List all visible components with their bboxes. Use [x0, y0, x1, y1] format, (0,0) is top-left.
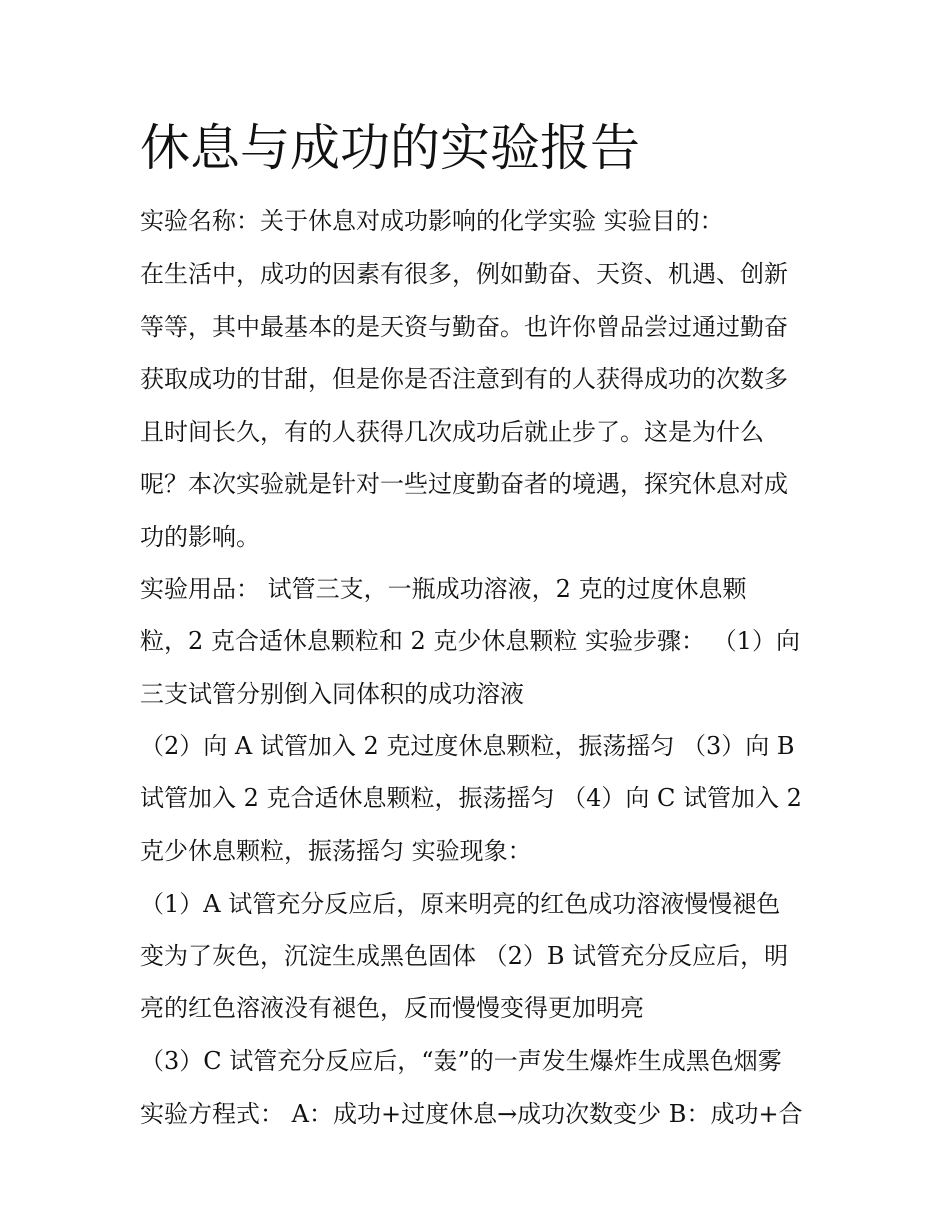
text-line-purpose-1: 在生活中，成功的因素有很多，例如勤奋、天资、机遇、创新: [140, 260, 788, 288]
document-title: 休息与成功的实验报告: [140, 119, 640, 177]
text-line-experiment-name: 实验名称：关于休息对成功影响的化学实验 实验目的：: [140, 207, 724, 235]
text-line-equation: 实验方程式： A：成功+过度休息→成功次数变少 B：成功+合: [140, 1100, 803, 1128]
text-line-purpose-5: 呢？本次实验就是针对一些过度勤奋者的境遇，探究休息对成: [140, 470, 788, 498]
text-line-phenomenon-3: 亮的红色溶液没有褪色，反而慢慢变得更加明亮: [140, 994, 644, 1022]
text-line-purpose-4: 且时间长久，有的人获得几次成功后就止步了。这是为什么: [140, 418, 764, 446]
text-line-step-4: 克少休息颗粒，振荡摇匀 实验现象：: [140, 837, 532, 865]
text-line-phenomenon-1: （1）A 试管充分反应后，原来明亮的红色成功溶液慢慢褪色: [140, 890, 781, 918]
text-line-purpose-6: 功的影响。: [140, 523, 260, 551]
text-line-materials-1: 实验用品： 试管三支，一瓶成功溶液，2 克的过度休息颗: [140, 575, 747, 603]
text-line-step-2: （2）向 A 试管加入 2 克过度休息颗粒，振荡摇匀 （3）向 B: [140, 732, 795, 760]
text-line-materials-2: 粒，2 克合适休息颗粒和 2 克少休息颗粒 实验步骤： （1）向: [140, 627, 800, 655]
text-line-step-1: 三支试管分别倒入同体积的成功溶液: [140, 680, 524, 708]
text-line-purpose-2: 等等，其中最基本的是天资与勤奋。也许你曾品尝过通过勤奋: [140, 313, 788, 341]
text-line-phenomenon-2: 变为了灰色，沉淀生成黑色固体 （2）B 试管充分反应后，明: [140, 942, 789, 970]
text-line-phenomenon-4: （3）C 试管充分反应后，“轰”的一声发生爆炸生成黑色烟雾: [140, 1047, 782, 1075]
text-line-step-3: 试管加入 2 克合适休息颗粒，振荡摇匀 （4）向 C 试管加入 2: [140, 784, 802, 812]
text-line-purpose-3: 获取成功的甘甜，但是你是否注意到有的人获得成功的次数多: [140, 365, 788, 393]
